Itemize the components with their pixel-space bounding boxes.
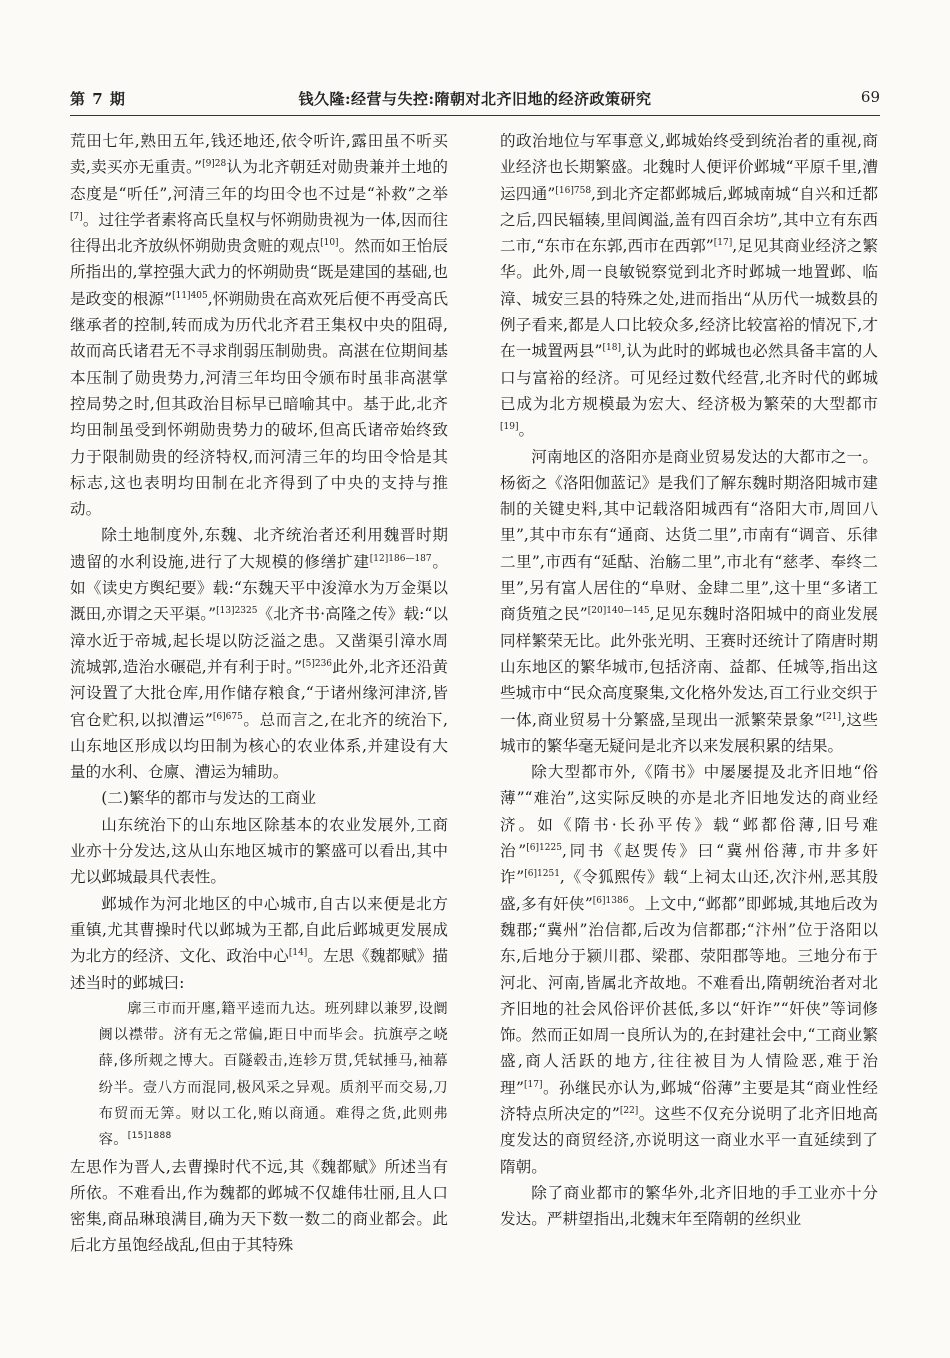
citation-marker: [17] [713, 238, 733, 249]
issue-number: 第 7 期 [70, 90, 126, 108]
left-paragraph-5: 左思作为晋人,去曹操时代不远,其《魏都赋》所述当有所依。不难看出,作为魏都的邺城不仅雄伟壮丽,且人口密集,商品琳琅满目,确为天下数一数二的商业都会。此后北方虽饱经战乱,但由于其特殊 [70, 1157, 448, 1255]
citation-marker: [10] [320, 238, 339, 249]
citation-marker: [14] [288, 948, 308, 959]
citation-marker: [13]2325 [216, 606, 258, 617]
citation-marker: [7] [70, 211, 83, 222]
citation-marker: [16]758 [555, 185, 592, 196]
citation-marker: [17] [524, 1079, 543, 1090]
header-rule [70, 115, 880, 116]
article-running-title: 钱久隆:经营与失控:隋朝对北齐旧地的经济政策研究 [298, 90, 652, 108]
citation-marker: [6]1225 [526, 843, 562, 854]
citation-marker: [12]186—187 [369, 553, 432, 564]
left-paragraph-1: 荒田七年,熟田五年,钱还地还,依令听许,露田虽不听买卖,卖买亦无重责。”$^{[9]28}$认为北齐朝廷对勋贵兼并土地的态度是“听任”,河清三年的均田令也不过是“补救”之举[7]。过往学者素将高氏皇权与怀朔勋贵视为一体,因而往往得出北齐放纵怀朔勋贵贪赃的观点[10]。然而如王怡辰所指出的,掌控强大武力的怀朔勋贵“既是建国的基础,也是政变的根源”$^{[11]405}$,怀朔勋贵在高欢死后便不再受高氏继承者的控制,转而成为历代北齐君王集权中央的阻碍,故而高氏诸君无不寻求削弱压制勋贵。高湛在位期间基本压制了勋贵势力,河清三年均田令颁布时虽非高湛掌控局势之时,但其政治目标早已暗喻其中。基于此,北齐均田制虽受到怀朔勋贵势力的破坏,但高氏诸帝始终致力于限制勋贵的经济特权,而河清三年的均田令恰是其标志,这也表明均田制在北齐得到了中央的支持与推动。 [70, 132, 448, 519]
citation-marker: [18] [602, 343, 621, 354]
left-paragraph-4: 邺城作为河北地区的中心城市,自古以来便是北方重镇,尤其曹操时代以邺城为王都,自此后邺城更发展成为北方的经济、文化、政治中心[14]。左思《魏都赋》描述当时的邺城曰: [70, 894, 448, 992]
running-header [70, 88, 880, 114]
left-paragraph-2: 除土地制度外,东魏、北齐统治者还利用魏晋时期遗留的水利设施,进行了大规模的修缮扩建$^{[12]186—187}$。如《读史方舆纪要》载:“东魏天平中浚漳水为万金渠以溉田,亦谓之天平渠。”$^{[13]2325}$《北齐书·高隆之传》载:“以漳水近于帝城,起长堤以防泛溢之患。又凿渠引漳水周流城郭,造治水碾硙,并有利于时。”$^{[5]236}$此外,北齐还沿黄河设置了大批仓库,用作储存粮食,“于诸州缘河津济,皆官仓贮积,以拟漕运”$^{[6]675}$。总而言之,在北齐的统治下,山东地区形成以均田制为核心的农业体系,并建设有大量的水利、仓廪、漕运为辅助。 [70, 526, 448, 782]
citation-marker: [9]28 [202, 159, 227, 170]
page-number: 69 [860, 88, 880, 106]
citation-marker: [5]236 [302, 658, 333, 669]
left-column [70, 128, 448, 1259]
section-heading: (二)繁华的都市与发达的工商业 [101, 789, 317, 808]
left-paragraph-3: 山东统治下的山东地区除基本的农业发展外,工商业亦十分发达,这从山东地区城市的繁盛可以看出,其中尤以邺城最具代表性。 [70, 815, 448, 887]
citation-marker: [19] [500, 422, 519, 433]
citation-marker: [15]1888 [127, 1131, 172, 1142]
citation-marker: [22] [619, 1105, 639, 1116]
right-paragraph-2: 河南地区的洛阳亦是商业贸易发达的大都市之一。杨衒之《洛阳伽蓝记》是我们了解东魏时期洛阳城市建制的关键史料,其中记载洛阳城西有“洛阳大市,周回八里”,其中市东有“通商、达货二里”,市南有“调音、乐律二里”,市西有“延酤、治觞二里”,市北有“慈孝、奉终二里”,另有富人居住的“阜财、金肆二里”,这十里“多诸工商货殖之民”$^{[20]140—145}$,足见东魏时洛阳城中的商业发展同样繁荣无比。此外张光明、王赛时还统计了隋唐时期山东地区的繁华城市,包括济南、益都、任城等,指出这些城市中“民众高度聚集,文化格外发达,百工行业交织于一体,商业贸易十分繁盛,呈现出一派繁荣景象”[21],这些城市的繁华毫无疑问是北齐以来发展积累的结果。 [500, 447, 878, 755]
citation-marker: [21] [822, 711, 842, 722]
wei-du-fu-quote: 廓三市而开廛,籍平逵而九达。班列肆以兼罗,设阛阓以襟带。济有无之常偏,距日中而毕会。抗旗亭之峣薛,侈所觌之博大。百隧毂击,连轸万贯,凭轼捶马,袖幕纷半。壹八方而混同,极风采之异观。质剂平而交易,刀布贸而无筭。财以工化,贿以商通。难得之货,此则弗容。$^{[15]1888}$ [98, 1000, 448, 1149]
right-paragraph-4: 除了商业都市的繁华外,北齐旧地的手工业亦十分发达。严耕望指出,北魏末年至隋朝的丝织业 [500, 1183, 878, 1229]
citation-marker: [20]140—145 [587, 606, 650, 617]
citation-marker: [6]1386 [592, 895, 629, 906]
right-paragraph-3: 除大型都市外,《隋书》中屡屡提及北齐旧地“俗薄”“难治”,这实际反映的亦是北齐旧地发达的商业经济。如《隋书·长孙平传》载“邺都俗薄,旧号难治”$^{[6]1225}$,同书《赵煚传》曰“冀州俗薄,市井多奸诈”$^{[6]1251}$,《令狐熙传》载“上祠太山还,次汴州,恶其殷盛,多有奸侠”$^{[6]1386}$。上文中,“邺都”即邺城,其地后改为魏郡;“冀州”治信都,后改为信都郡;“汴州”位于洛阳以东,后地分于颍川郡、梁郡、荥阳郡等地。三地分布于河北、河南,皆属北齐故地。不难看出,隋朝统治者对北齐旧地的社会风俗评价甚低,多以“奸诈”“奸侠”等词修饰。然而正如周一良所认为的,在封建社会中,“工商业繁盛,商人活跃的地方,往往被目为人情险恶,难于治理”[17]。孙继民亦认为,邺城“俗薄”主要是其“商业性经济特点所决定的”[22]。这些不仅充分说明了北齐旧地高度发达的商贸经济,亦说明这一商业水平一直延续到了隋朝。 [500, 763, 878, 1176]
right-paragraph-1: 的政治地位与军事意义,邺城始终受到统治者的重视,商业经济也长期繁盛。北魏时人便评价邺城“平原千里,漕运四通”$^{[16]758}$,到北齐定都邺城后,邺城南城“自兴和迁都之后,四民辐辏,里闾阗溢,盖有四百余坊”,其中立有东西二市,“东市在东郭,西市在西郭”[17],足见其商业经济之繁华。此外,周一良敏锐察觉到北齐时邺城一地置邺、临漳、城安三县的特殊之处,进而指出“从历代一城数县的例子看来,都是人口比较众多,经济比较富裕的情况下,才在一城置两县”[18],认为此时的邺城也必然具备丰富的人口与富裕的经济。可见经过数代经营,北齐时代的邺城已成为北方规模最为宏大、经济极为繁荣的大型都市[19]。 [500, 132, 878, 440]
citation-marker: [11]405 [172, 290, 208, 301]
right-column [500, 128, 878, 1232]
citation-marker: [6]675 [212, 711, 243, 722]
citation-marker: [6]1251 [524, 869, 560, 880]
